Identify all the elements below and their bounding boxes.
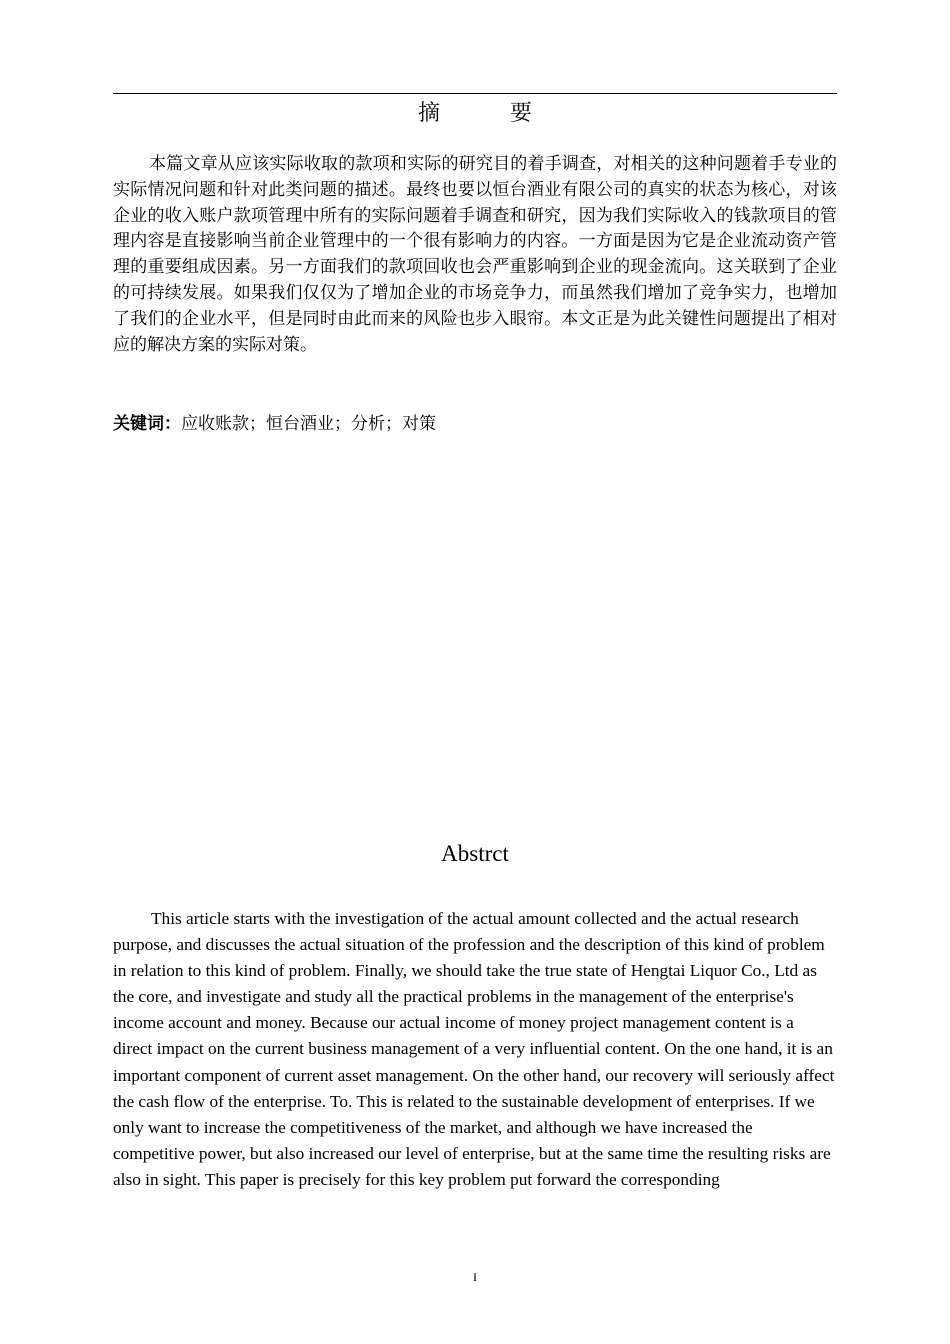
english-abstract-body: This article starts with the investigation of the actual amount collected and the actual research purpose, and discusses the actual situation of the profession and the description of this kind of problem in relation to this kind of problem. Finally, we should take the true state of Hengtai Liquor Co., Ltd as the core, and investigate and study all the practical problems in the management of the enterprise's income account and money. Because our actual income of money project management content is a direct impact on the current business management of a very influential content. On the one hand, it is an important component of current asset management. On the other hand, our recovery will seriously affect the cash flow of the enterprise. To. This is related to the sustainable development of enterprises. If we only want to increase the competitiveness of the market, and although we have increased the competitive power, but also increased our level of enterprise, but at the same time the resulting risks are also in sight. This paper is precisely for this key problem put forward the corresponding [113, 909, 835, 1189]
header-rule [113, 93, 837, 94]
chinese-abstract-title: 摘 要 [417, 101, 556, 126]
chinese-keywords [113, 411, 837, 437]
keywords-list: 应收账款；恒台酒业；分析；对策 [181, 414, 436, 434]
page-number: I [473, 1270, 477, 1284]
chinese-abstract-body: 本篇文章从应该实际收取的款项和实际的研究目的着手调查，对相关的这种问题着手专业的实际情况问题和针对此类问题的描述。最终也要以恒台酒业有限公司的真实的状态为核心，对该企业的收入账户款项管理中所有的实际问题着手调查和研究，因为我们实际收入的钱款项目的管理内容是直接影响当前企业管理中的一个很有影响力的内容。一方面是因为它是企业流动资产管理的重要组成因素。另一方面我们的款项回收也会严重影响到企业的现金流向。这关联到了企业的可持续发展。如果我们仅仅为了增加企业的市场竞争力，而虽然我们增加了竞争实力，也增加了我们的企业水平，但是同时由此而来的风险也步入眼帘。本文正是为此关键性问题提出了相对应的解决方案的实际对策。 [113, 154, 837, 355]
keywords-label: 关键词： [113, 414, 181, 434]
english-abstract-title: Abstrct [441, 841, 509, 866]
